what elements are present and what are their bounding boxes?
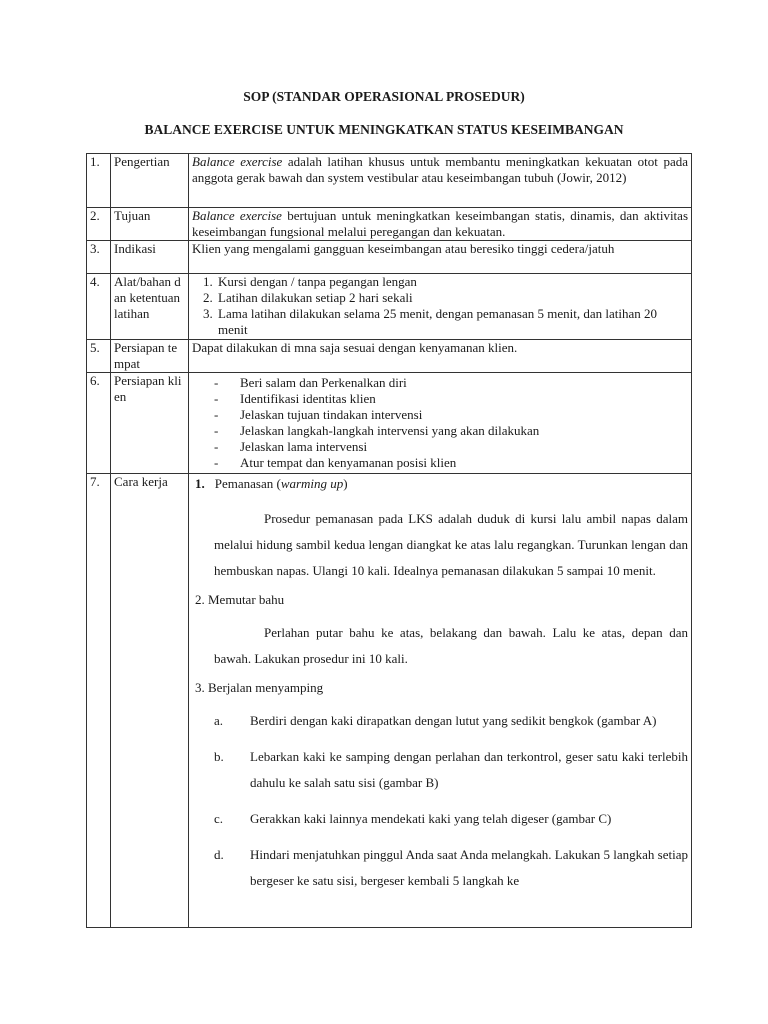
row-number: 5.: [87, 340, 111, 373]
row-content: Klien yang mengalami gangguan keseimbangan atau beresiko tinggi cedera/jatuh: [189, 241, 692, 274]
list-item: - Atur tempat dan kenyamanan posisi klien: [214, 455, 688, 471]
purpose-text: bertujuan untuk meningkatkan keseimbangan statis, dinamis, dan aktivitas keseimbangan fungsional melalui peregangan dan kekuatan.: [192, 208, 688, 239]
row-content: Dapat dilakukan di mna saja sesuai dengan kenyamanan klien.: [189, 340, 692, 373]
step-shoulder-rotation: [192, 592, 688, 672]
row-heading: Cara kerja: [111, 474, 189, 928]
row-content: [189, 154, 692, 208]
client-prep-list: [192, 373, 688, 471]
row-heading: Tujuan: [111, 208, 189, 241]
step-side-walking: [192, 680, 688, 894]
definition-text: adalah latihan khusus untuk membantu meningkatkan kekuatan otot pada anggota gerak bawah dan system vestibular atau keseimbangan tubuh (Jowir, 2012): [192, 154, 688, 185]
row-heading: Indikasi: [111, 241, 189, 274]
row-content: [189, 208, 692, 241]
table-row: [87, 474, 692, 928]
row-heading: Persiapan tempat: [111, 340, 189, 373]
row-content: [189, 274, 692, 340]
row-number: 4.: [87, 274, 111, 340]
sub-step-text: Berdiri dengan kaki dirapatkan dengan lutut yang sedikit bengkok (gambar A): [250, 713, 657, 728]
row-content: [189, 373, 692, 474]
step-title: 1. Pemanasan (warming up): [195, 476, 348, 491]
list-item: 3. Lama latihan dilakukan selama 25 menit, dengan pemanasan 5 menit, dan latihan 20 menit: [216, 306, 688, 338]
sub-step: [214, 708, 688, 734]
list-item: - Identifikasi identitas klien: [214, 391, 688, 407]
document-title: SOP (STANDAR OPERASIONAL PROSEDUR): [243, 89, 525, 104]
list-item: - Jelaskan langkah-langkah intervensi yang akan dilakukan: [214, 423, 688, 439]
sub-step: [214, 806, 688, 832]
row-number: 3.: [87, 241, 111, 274]
step-title: 2. Memutar bahu: [195, 592, 285, 607]
sub-step: [214, 744, 688, 796]
list-item: 1. Kursi dengan / tanpa pegangan lengan: [216, 274, 688, 290]
step-text: Perlahan putar bahu ke atas, belakang dan bawah. Lalu ke atas, depan dan bawah. Lakukan prosedur ini 10 kali.: [214, 625, 688, 666]
sop-table: [86, 153, 692, 928]
equipment-list: [192, 274, 688, 338]
row-number: 2.: [87, 208, 111, 241]
italic-term: Balance exercise: [192, 154, 283, 169]
sub-step-text: Gerakkan kaki lainnya mendekati kaki yang telah digeser (gambar C): [250, 811, 612, 826]
table-row: [87, 241, 692, 274]
sub-step-label: d.: [214, 847, 224, 862]
sub-step-label: a.: [214, 713, 224, 728]
table-row: [87, 154, 692, 208]
sub-step-label: b.: [214, 749, 224, 764]
table-row: [87, 373, 692, 474]
sub-step-text: Lebarkan kaki ke samping dengan perlahan dan terkontrol, geser satu kaki terlebih dahulu ke salah satu sisi (gambar B): [250, 749, 688, 790]
sub-step: [214, 842, 688, 894]
row-number: 7.: [87, 474, 111, 928]
sub-step-label: c.: [214, 811, 224, 826]
row-heading: Alat/bahan dan ketentuan latihan: [111, 274, 189, 340]
step-number: 1.: [195, 476, 205, 491]
italic-term: Balance exercise: [192, 208, 282, 223]
step-warming-up: [192, 476, 688, 584]
row-number: 1.: [87, 154, 111, 208]
sub-step-text: Hindari menjatuhkan pinggul Anda saat Anda melangkah. Lakukan 5 langkah setiap bergeser ke satu sisi, bergeser kembali 5 langkah ke: [250, 847, 688, 888]
table-row: [87, 208, 692, 241]
list-item: - Jelaskan tujuan tindakan intervensi: [214, 407, 688, 423]
row-heading: Persiapan klien: [111, 373, 189, 474]
row-heading: Pengertian: [111, 154, 189, 208]
step-text: Prosedur pemanasan pada LKS adalah duduk di kursi lalu ambil napas dalam melalui hidung sambil kedua lengan diangkat ke atas lalu regangkan. Turunkan lengan dan hembuskan napas. Ulangi 10 kali. Idealnya pemanasan dilakukan 5 sampai 10 menit.: [214, 511, 688, 578]
row-content: [189, 474, 692, 928]
document-subtitle: BALANCE EXERCISE UNTUK MENINGKATKAN STATUS KESEIMBANGAN: [144, 122, 624, 137]
table-row: [87, 340, 692, 373]
step-title: 3. Berjalan menyamping: [195, 680, 324, 695]
list-item: - Beri salam dan Perkenalkan diri: [214, 375, 688, 391]
table-row: [87, 274, 692, 340]
list-item: 2. Latihan dilakukan setiap 2 hari sekali: [216, 290, 688, 306]
list-item: - Jelaskan lama intervensi: [214, 439, 688, 455]
row-number: 6.: [87, 373, 111, 474]
